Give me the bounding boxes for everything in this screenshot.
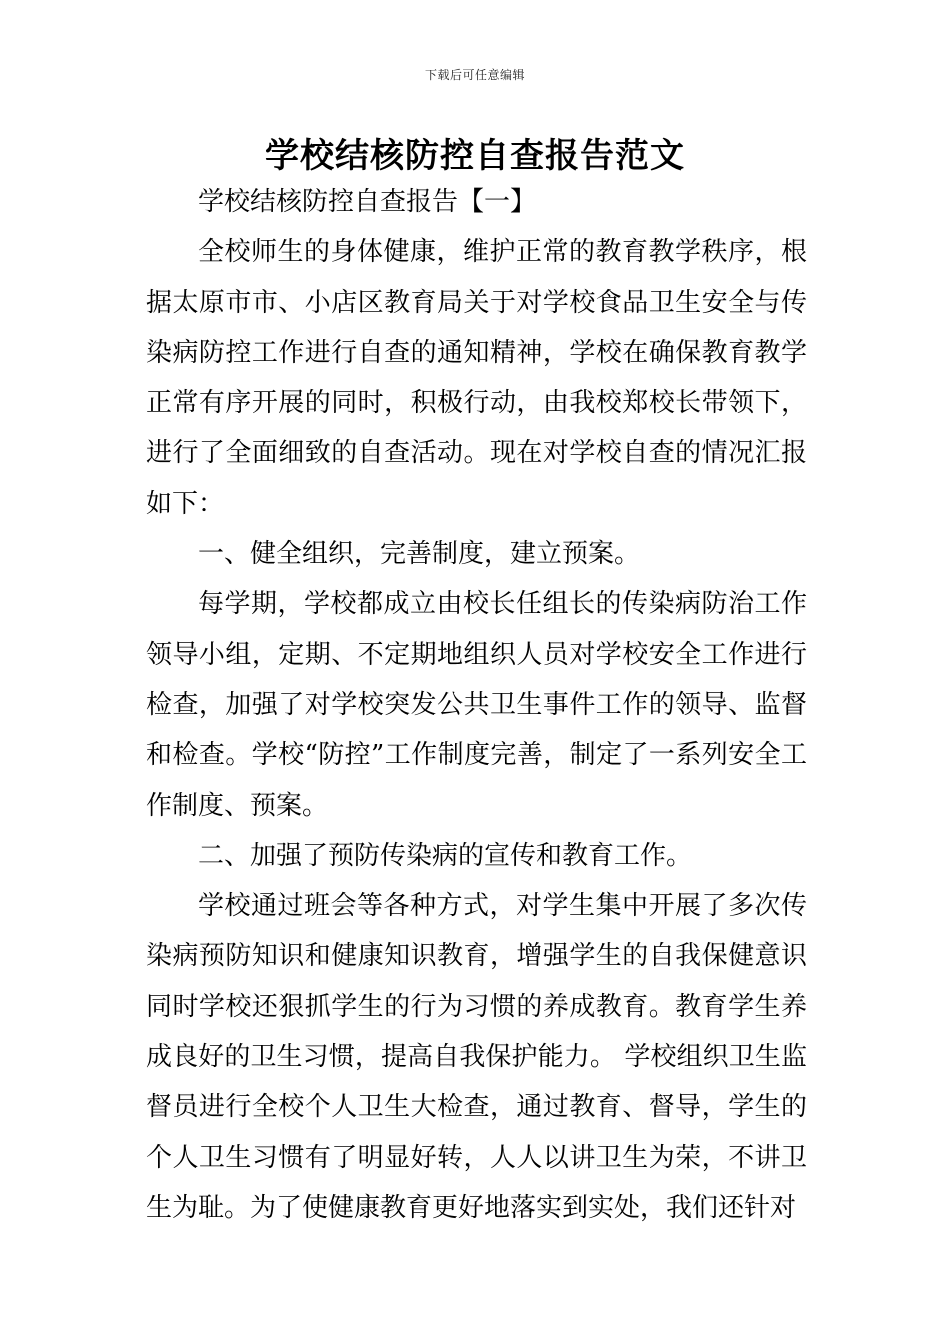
paragraph-section-2: 学校通过班会等各种方式，对学生集中开展了多次传染病预防知识和健康知识教育，增强学生的自我保健意识同时学校还狠抓学生的行为习惯的养成教育。教育学生养成良好的卫生习惯，提高自我保护能力。 学校组织卫生监督员进行全校个人卫生大检查，通过教育、督导，学生的个人卫生习惯有了明显好转，人人以讲卫生为荣，不讲卫生为耻。为了使健康教育更好地落实到实处，我们还针对 (146, 891, 807, 1223)
paragraph-intro: 全校师生的身体健康，维护正常的教育教学秩序，根据太原市市、小店区教育局关于对学校食品卫生安全与传染病防控工作进行自查的通知精神，学校在确保教育教学正常有序开展的同时，积极行动，由我校郑校长带领下，进行了全面细致的自查活动。现在对学校自查的情况汇报如下： (146, 237, 807, 519)
document-subtitle: 学校结核防控自查报告【一】 (198, 187, 537, 217)
document-title: 学校结核防控自查报告范文 (265, 136, 685, 176)
document-body (146, 177, 807, 1233)
section-heading-1: 一、健全组织，完善制度，建立预案。 (198, 539, 641, 570)
header-note: 下载后可任意编辑 (424, 68, 525, 82)
paragraph-section-1: 每学期，学校都成立由校长任组长的传染病防治工作领导小组，定期、不定期地组织人员对学校安全工作进行检查，加强了对学校突发公共卫生事件工作的领导、监督和检查。学校“防控”工作制度完善，制定了一系列安全工作制度、预案。 (146, 589, 807, 821)
section-heading-2: 二、加强了预防传染病的宣传和教育工作。 (198, 840, 693, 871)
